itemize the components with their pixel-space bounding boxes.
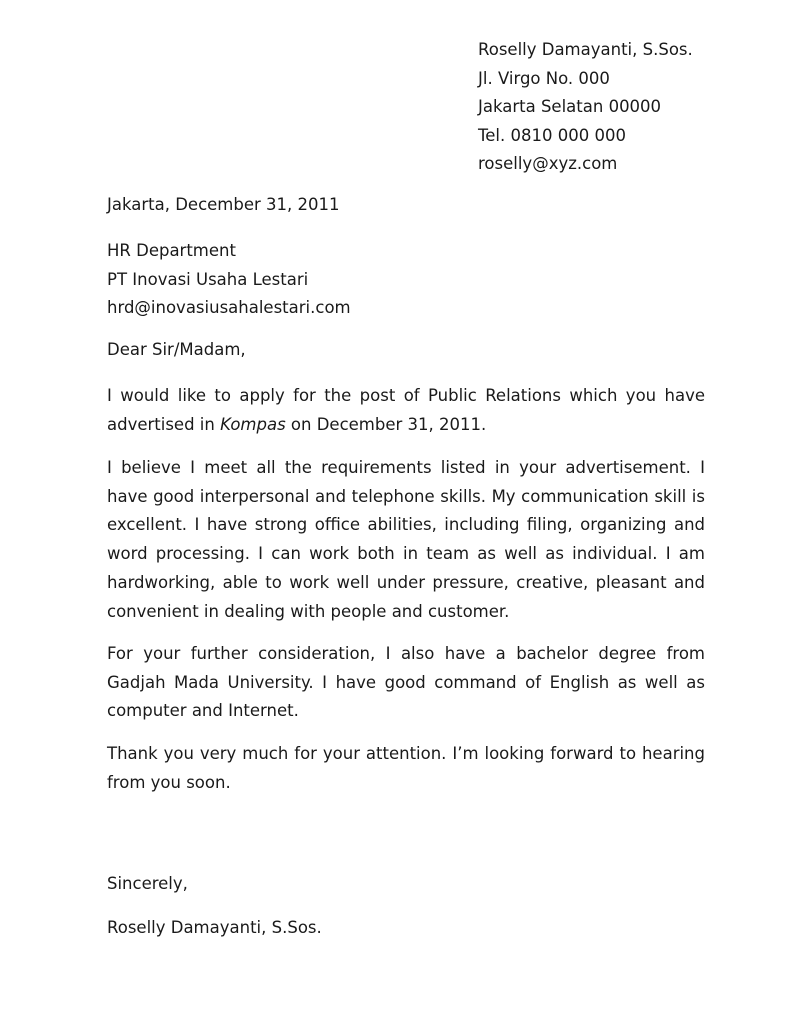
recipient-department: HR Department — [107, 241, 236, 260]
paragraph-education: For your further consideration, I also have a bachelor degree from Gadjah Mada University. I have good command of English as well as computer and Internet. — [107, 644, 705, 721]
recipient-company: PT Inovasi Usaha Lestari — [107, 269, 309, 289]
letter-date: Jakarta, December 31, 2011 — [107, 195, 340, 214]
publication-name: Kompas — [220, 414, 286, 434]
sender-name: Roselly Damayanti, S.Sos. — [478, 40, 693, 59]
paragraph-application — [107, 382, 705, 439]
closing: Sincerely, — [107, 874, 188, 893]
sender-email: roselly@xyz.com — [478, 154, 618, 174]
paragraph-application-date: on December 31, 2011. — [285, 414, 487, 434]
paragraph-application-text: I would like to apply for the post of Public Relations which you have advertised in — [107, 386, 705, 434]
paragraph-thanks: Thank you very much for your attention. I’m looking forward to hearing from you soon. — [107, 744, 705, 792]
sender-phone: Tel. 0810 000 000 — [478, 125, 626, 145]
paragraph-qualifications: I believe I meet all the requirements listed in your advertisement. I have good interpersonal and telephone skills. My communication skill is excellent. I have strong office abilities, including filing, organizing and word processing. I can work both in team as well as individual. I am hardworking, able to work well under pressure, creative, pleasant and convenient in dealing with people and customer. — [107, 458, 705, 621]
sender-city: Jakarta Selatan 00000 — [478, 97, 662, 117]
salutation: Dear Sir/Madam, — [107, 340, 246, 359]
recipient-email: hrd@inovasiusahalestari.com — [107, 298, 351, 318]
sender-address-block — [478, 36, 693, 179]
sender-street: Jl. Virgo No. 000 — [478, 68, 610, 88]
signature-name: Roselly Damayanti, S.Sos. — [107, 918, 322, 937]
recipient-address-block — [107, 237, 705, 323]
